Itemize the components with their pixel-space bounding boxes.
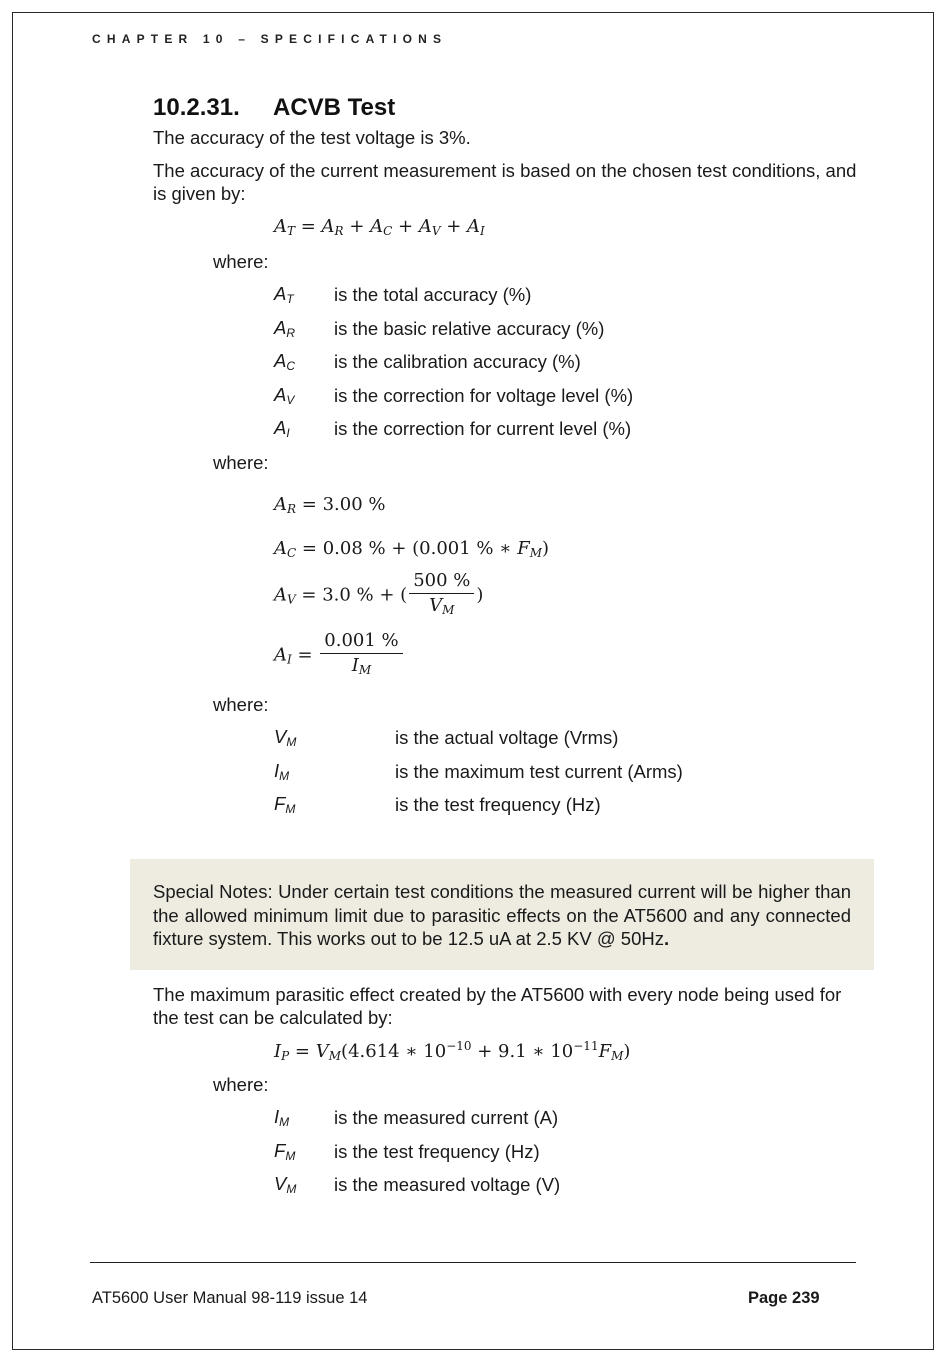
section-title: ACVB Test [273, 94, 396, 121]
relative-accuracy-equation: $A_R = 3.00$ % [274, 494, 386, 516]
definition-text: is the measured current (A) [334, 1107, 559, 1128]
parasitic-paragraph: The maximum parasitic effect created by the AT5600 with every node being used for the test can be calculated by: [153, 984, 842, 1028]
fraction: $\frac{500 \%}{V_M}$ [409, 569, 474, 622]
where-label-3: where: [213, 694, 269, 715]
definition-symbol: $V_M$ [274, 1173, 297, 1196]
definition-symbol: $A_I$ [274, 417, 290, 440]
where-label-2: where: [213, 452, 269, 473]
definition-symbol: $I_M$ [274, 1106, 290, 1129]
definition-symbol: $F_M$ [274, 793, 296, 816]
definition-text: is the total accuracy (%) [334, 284, 532, 305]
definition-text: is the test frequency (Hz) [395, 794, 601, 815]
definition-symbol: $A_T$ [274, 283, 294, 306]
footer-page-number: Page 239 [748, 1289, 820, 1307]
total-accuracy-equation: $A_T = A_R + A_C + A_V + A_I$ [274, 216, 485, 238]
voltage-correction-equation: $A_V = 3.0$ % + ( $\frac{500 \%}{V_M}$ ) [274, 569, 483, 622]
where-label-1: where: [213, 251, 269, 272]
definition-symbol: $A_C$ [274, 350, 296, 373]
section-number: 10.2.31. [153, 94, 240, 121]
definition-text: is the correction for voltage level (%) [334, 385, 634, 406]
intro-paragraph-1: The accuracy of the test voltage is 3%. [153, 127, 471, 148]
definition-text: is the correction for current level (%) [334, 418, 632, 439]
parasitic-current-equation: $I_P = V_M(4.614$ ∗ $10^{-10} + 9.1$ ∗ $10^{-11}F_M$) [274, 1039, 631, 1063]
definition-text: is the maximum test current (Arms) [395, 761, 683, 782]
definition-text: is the measured voltage (V) [334, 1174, 561, 1195]
special-notes-text: Special Notes: Under certain test conditions the measured current will be higher than the allowed minimum limit due to parasitic effects on the AT5600 and any connected fixture system. This works out to be 12.5 uA at 2.5 KV @ 50Hz. [153, 881, 851, 949]
section-heading [153, 94, 395, 122]
calibration-accuracy-equation: $A_C = 0.08$ % + (0.001 % ∗ $F_M$) [274, 538, 550, 560]
intro-paragraph-2: The accuracy of the current measurement is based on the chosen test conditions, and is given by: [153, 160, 857, 204]
definition-symbol: $V_M$ [274, 726, 297, 749]
definition-symbol: $F_M$ [274, 1140, 296, 1163]
definition-text: is the actual voltage (Vrms) [395, 727, 619, 748]
fraction: $\frac{0.001 \%}{I_M}$ [320, 629, 402, 682]
footer-rule [90, 1262, 856, 1263]
definition-symbol: $A_R$ [274, 317, 296, 340]
definition-symbol: $A_V$ [274, 384, 295, 407]
current-correction-equation: $A_I$ = $\frac{0.001 \%}{I_M}$ [274, 629, 405, 682]
definition-text: is the basic relative accuracy (%) [334, 318, 605, 339]
definition-text: is the test frequency (Hz) [334, 1141, 540, 1162]
chapter-header: CHAPTER 10 – SPECIFICATIONS [92, 32, 448, 46]
definition-symbol: $I_M$ [274, 760, 290, 783]
where-label-4: where: [213, 1074, 269, 1095]
footer-manual-title: AT5600 User Manual 98-119 issue 14 [92, 1289, 368, 1307]
special-notes-box [130, 859, 874, 970]
definition-text: is the calibration accuracy (%) [334, 351, 581, 372]
